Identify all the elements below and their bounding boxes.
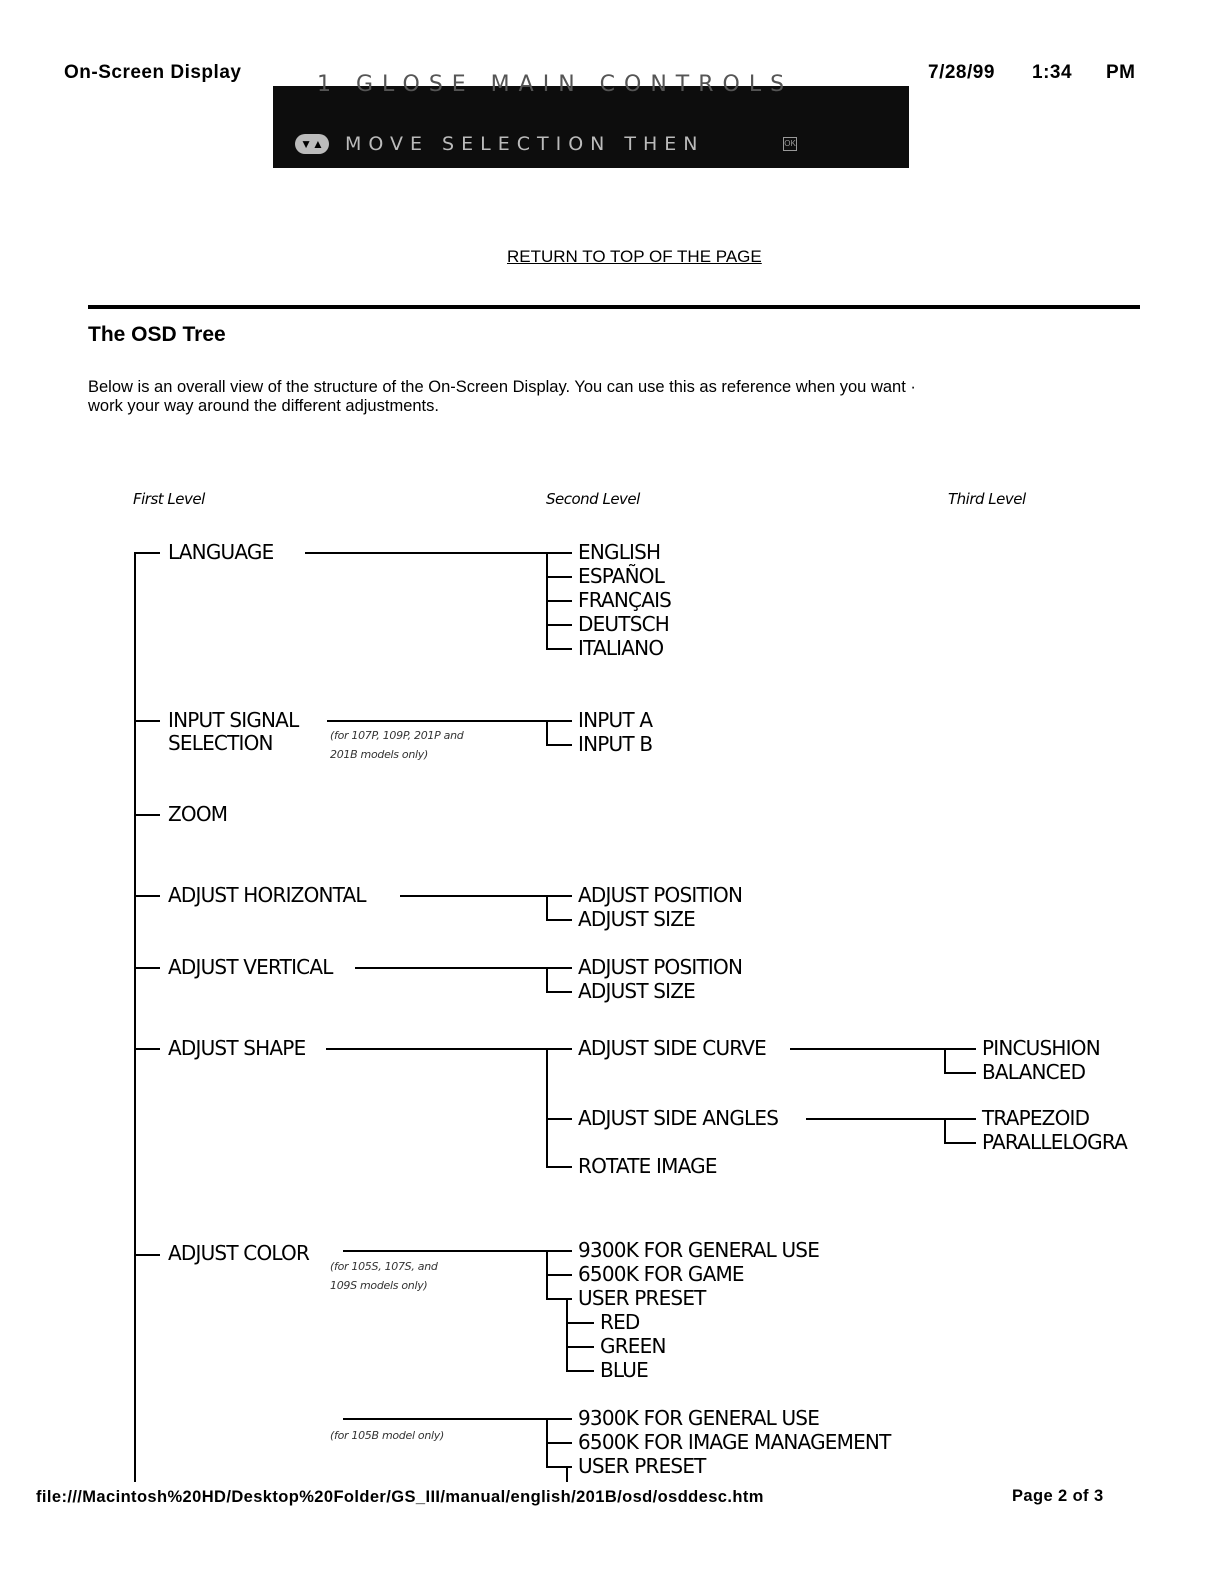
color-option: 9300K FOR GENERAL USE (578, 1406, 820, 1430)
color-option: USER PRESET (578, 1454, 706, 1478)
input-option: INPUT A (578, 708, 653, 732)
input-option: INPUT B (578, 732, 653, 756)
menu-zoom: ZOOM (168, 802, 228, 826)
header-date: 7/28/99 (928, 62, 995, 83)
horizontal-rule (88, 305, 1140, 309)
first-level-heading: First Level (133, 490, 205, 508)
shape-rotate-image: ROTATE IMAGE (578, 1154, 717, 1178)
footer-file-path: file:///Macintosh%20HD/Desktop%20Folder/GS_III/manual/english/201B/osd/osddesc.htm (36, 1488, 764, 1506)
intro-line-2: work your way around the different adjustments. (88, 397, 439, 415)
menu-language: LANGUAGE (168, 540, 274, 564)
menu-input-signal-line1: INPUT SIGNAL (168, 708, 299, 732)
shape-side-curve: ADJUST SIDE CURVE (578, 1036, 767, 1060)
user-preset-option: GREEN (600, 1334, 666, 1358)
language-option: FRANÇAIS (578, 588, 672, 612)
side-angles-option: PARALLELOGRA (982, 1130, 1127, 1154)
side-angles-option: TRAPEZOID (982, 1106, 1090, 1130)
return-to-top-link[interactable]: RETURN TO TOP OF THE PAGE (507, 247, 762, 266)
menu-adjust-horizontal: ADJUST HORIZONTAL (168, 883, 366, 907)
color-note1-line1: (for 105S, 107S, and (330, 1260, 438, 1273)
ok-button-icon: OK (783, 137, 797, 151)
intro-line-1: Below is an overall view of the structure of the On-Screen Display. You can use this as reference when you want · (88, 378, 916, 396)
language-option: ESPAÑOL (578, 564, 665, 588)
color-option: 6500K FOR IMAGE MANAGEMENT (578, 1430, 891, 1454)
menu-adjust-color: ADJUST COLOR (168, 1241, 310, 1265)
osd-banner-top-text: 1 GLOSE MAIN CONTROLS (317, 72, 794, 97)
horizontal-option: ADJUST POSITION (578, 883, 743, 907)
vertical-option: ADJUST SIZE (578, 979, 696, 1003)
color-option: 9300K FOR GENERAL USE (578, 1238, 820, 1262)
color-note1-line2: 109S models only) (330, 1279, 428, 1292)
header-title: On-Screen Display (64, 62, 242, 83)
color-option: 6500K FOR GAME (578, 1262, 744, 1286)
shape-side-angles: ADJUST SIDE ANGLES (578, 1106, 779, 1130)
menu-adjust-vertical: ADJUST VERTICAL (168, 955, 333, 979)
footer-page-number: Page 2 of 3 (1012, 1487, 1104, 1505)
osd-banner-text: MOVE SELECTION THEN (345, 133, 705, 155)
up-down-arrows-icon: ▼▲ (295, 134, 329, 154)
side-curve-option: PINCUSHION (982, 1036, 1100, 1060)
second-level-heading: Second Level (546, 490, 640, 508)
user-preset-option: BLUE (600, 1358, 648, 1382)
header-time: 1:34 (1032, 62, 1073, 83)
language-option: ENGLISH (578, 540, 661, 564)
side-curve-option: BALANCED (982, 1060, 1086, 1084)
color-option: USER PRESET (578, 1286, 706, 1310)
header-ampm: PM (1106, 62, 1136, 83)
osd-banner-image (273, 72, 909, 168)
user-preset-option: RED (600, 1310, 640, 1334)
menu-input-signal-line2: SELECTION (168, 731, 273, 755)
horizontal-option: ADJUST SIZE (578, 907, 696, 931)
menu-adjust-shape: ADJUST SHAPE (168, 1036, 306, 1060)
language-option: ITALIANO (578, 636, 664, 660)
section-title: The OSD Tree (88, 323, 226, 346)
language-option: DEUTSCH (578, 612, 669, 636)
input-signal-note-line1: (for 107P, 109P, 201P and (330, 729, 464, 742)
vertical-option: ADJUST POSITION (578, 955, 743, 979)
third-level-heading: Third Level (948, 490, 1026, 508)
color-note2: (for 105B model only) (330, 1429, 444, 1442)
input-signal-note-line2: 201B models only) (330, 748, 428, 761)
